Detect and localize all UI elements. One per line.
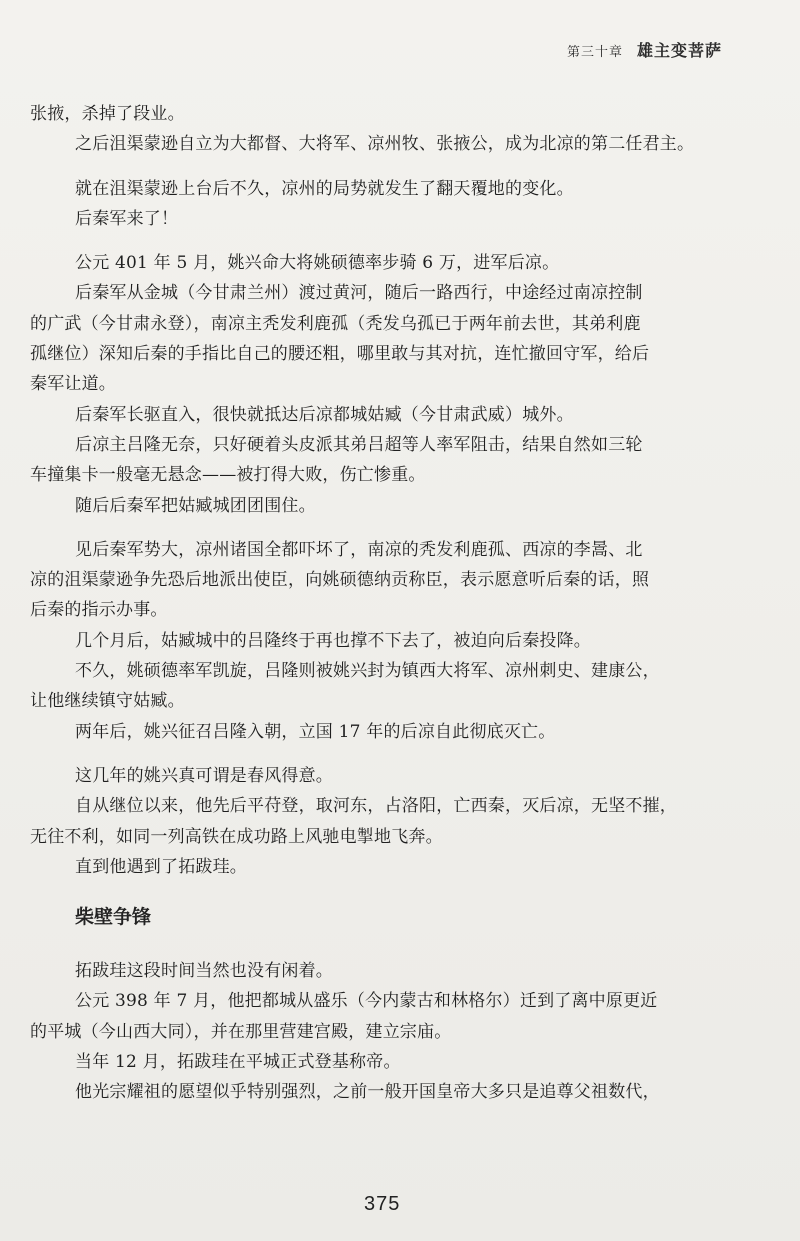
text-line: 的平城（今山西大同），并在那里营建宫殿，建立宗庙。 [30, 1021, 452, 1042]
text-line: 自从继位以来，他先后平苻登，取河东，占洛阳，亡西秦，灭后凉，无坚不摧， [75, 796, 677, 817]
paragraph-gap [30, 160, 736, 174]
text-line: 秦军让道。 [30, 374, 116, 395]
text-line: 他光宗耀祖的愿望似乎特别强烈，之前一般开国皇帝大多只是追尊父祖数代， [75, 1082, 660, 1103]
text-line: 当年 12 月，拓跋珪在平城正式登基称帝。 [75, 1052, 401, 1073]
text-line: 张掖，杀掉了段业。 [30, 104, 185, 124]
text-line: 拓跋珪这段时间当然也没有闲着。 [75, 961, 333, 982]
text-line: 车撞集卡一般毫无悬念——被打得大败，伤亡惨重。 [30, 465, 426, 486]
text-line: 后秦军来了！ [75, 208, 179, 229]
text-line: 后秦军长驱直入，很快就抵达后凉都城姑臧（今甘肃武威）城外。 [75, 404, 574, 425]
paragraph-gap [30, 747, 736, 761]
paragraph-gap [30, 234, 736, 248]
text-line: 两年后，姚兴征召吕隆入朝，立国 17 年的后凉自此彻底灭亡。 [75, 721, 556, 742]
text-line: 见后秦军势大，凉州诸国全都吓坏了，南凉的秃发利鹿孤、西凉的李暠、北 [75, 539, 643, 560]
section-heading: 柴壁争锋 [75, 906, 152, 929]
chapter-label: 第三十章 [566, 45, 623, 60]
text-line: 这几年的姚兴真可谓是春风得意。 [75, 765, 333, 786]
paragraph-gap [30, 521, 736, 535]
text-line: 不久，姚硕德率军凯旋，吕隆则被姚兴封为镇西大将军、凉州刺史、建康公， [75, 661, 660, 682]
chapter-title: 雄主变菩萨 [636, 41, 722, 60]
text-line: 公元 398 年 7 月，他把都城从盛乐（今内蒙古和林格尔）迁到了离中原更近 [75, 991, 658, 1012]
text-line: 孤继位）深知后秦的手指比自己的腰还粗，哪里敢与其对抗，连忙撤回守军，给后 [30, 344, 650, 365]
running-header [567, 38, 722, 61]
text-line: 随后后秦军把姑臧城团团围住。 [75, 495, 316, 516]
text-line: 让他继续镇守姑臧。 [30, 691, 185, 712]
text-line: 之后沮渠蒙逊自立为大都督、大将军、凉州牧、张掖公，成为北凉的第二任君主。 [75, 134, 695, 155]
text-line: 公元 401 年 5 月，姚兴命大将姚硕德率步骑 6 万，进军后凉。 [75, 253, 560, 274]
text-line: 的广武（今甘肃永登），南凉主秃发利鹿孤（秃发乌孤已于两年前去世，其弟利鹿 [30, 313, 641, 334]
text-line: 就在沮渠蒙逊上台后不久，凉州的局势就发生了翻天覆地的变化。 [75, 178, 574, 199]
page-body [30, 99, 736, 1108]
text-line: 几个月后，姑臧城中的吕隆终于再也撑不下去了，被迫向后秦投降。 [75, 630, 591, 651]
paragraph-gap [30, 882, 736, 896]
text-line: 后秦军从金城（今甘肃兰州）渡过黄河，随后一路西行，中途经过南凉控制 [75, 283, 643, 304]
text-line: 无往不利，如同一列高铁在成功路上风驰电掣地飞奔。 [30, 826, 443, 847]
page-number: 375 [364, 1193, 401, 1215]
text-line: 后秦的指示办事。 [30, 600, 168, 621]
text-line: 直到他遇到了拓跋珪。 [75, 856, 247, 877]
text-line: 后凉主吕隆无奈，只好硬着头皮派其弟吕超等人率军阻击，结果自然如三轮 [75, 434, 643, 455]
text-line: 凉的沮渠蒙逊争先恐后地派出使臣，向姚硕德纳贡称臣，表示愿意听后秦的话，照 [30, 570, 650, 591]
